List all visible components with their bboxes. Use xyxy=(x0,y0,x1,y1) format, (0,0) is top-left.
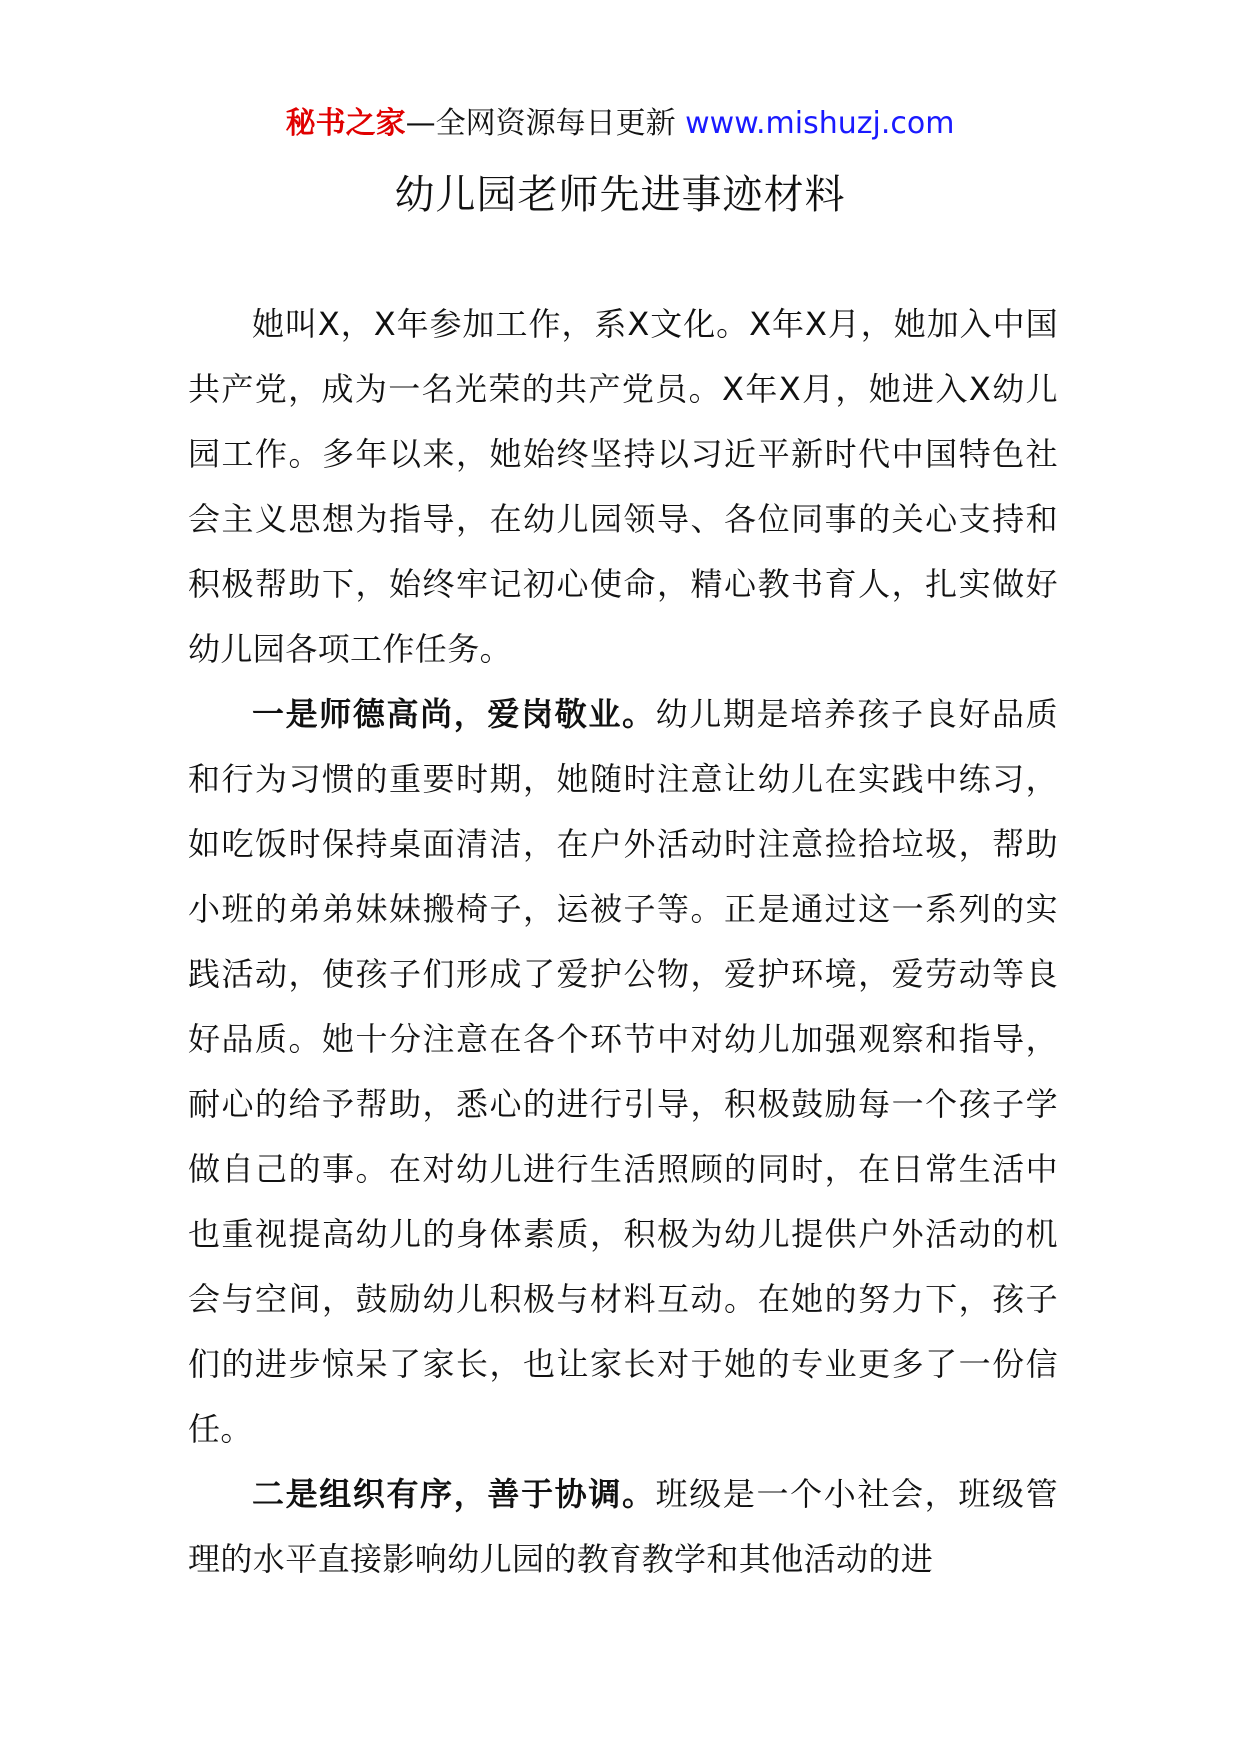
paragraph-lead: 二是组织有序，善于协调。 xyxy=(252,1475,656,1513)
paragraph-lead: 一是师德高尚，爱岗敬业。 xyxy=(252,695,656,733)
site-url-link[interactable]: www.mishuzj.com xyxy=(685,106,955,141)
paragraph-intro xyxy=(188,292,1058,682)
paragraph-section-2 xyxy=(188,1462,1058,1592)
document-body xyxy=(188,292,1058,1592)
document-title: 幼儿园老师先进事迹材料 xyxy=(394,172,846,218)
paragraph-section-1 xyxy=(188,682,1058,1462)
paragraph-text: 她叫X，X年参加工作，系X文化。X年X月，她加入中国共产党，成为一名光荣的共产党员。X年X月，她进入X幼儿园工作。多年以来，她始终坚持以习近平新时代中国特色社会主义思想为指导，在幼儿园领导、各位同事的关心支持和积极帮助下，始终牢记初心使命，精心教书育人，扎实做好幼儿园各项工作任务。 xyxy=(188,305,1058,668)
site-header xyxy=(0,100,1240,148)
brand-name: 秘书之家 xyxy=(285,106,406,141)
header-slogan: —全网资源每日更新 xyxy=(405,106,686,141)
paragraph-text: 幼儿期是培养孩子良好品质和行为习惯的重要时期，她随时注意让幼儿在实践中练习，如吃饭时保持桌面清洁，在户外活动时注意捡拾垃圾，帮助小班的弟弟妹妹搬椅子，运被子等。正是通过这一系列的实践活动，使孩子们形成了爱护公物，爱护环境，爱劳动等良好品质。她十分注意在各个环节中对幼儿加强观察和指导，耐心的给予帮助，悉心的进行引导，积极鼓励每一个孩子学做自己的事。在对幼儿进行生活照顾的同时，在日常生活中也重视提高幼儿的身体素质，积极为幼儿提供户外活动的机会与空间，鼓励幼儿积极与材料互动。在她的努力下，孩子们的进步惊呆了家长，也让家长对于她的专业更多了一份信任。 xyxy=(188,695,1058,1448)
paragraph-text: 班级是一个小社会，班级管理的水平直接影响幼儿园的教育教学和其他活动的进 xyxy=(188,1475,1058,1578)
